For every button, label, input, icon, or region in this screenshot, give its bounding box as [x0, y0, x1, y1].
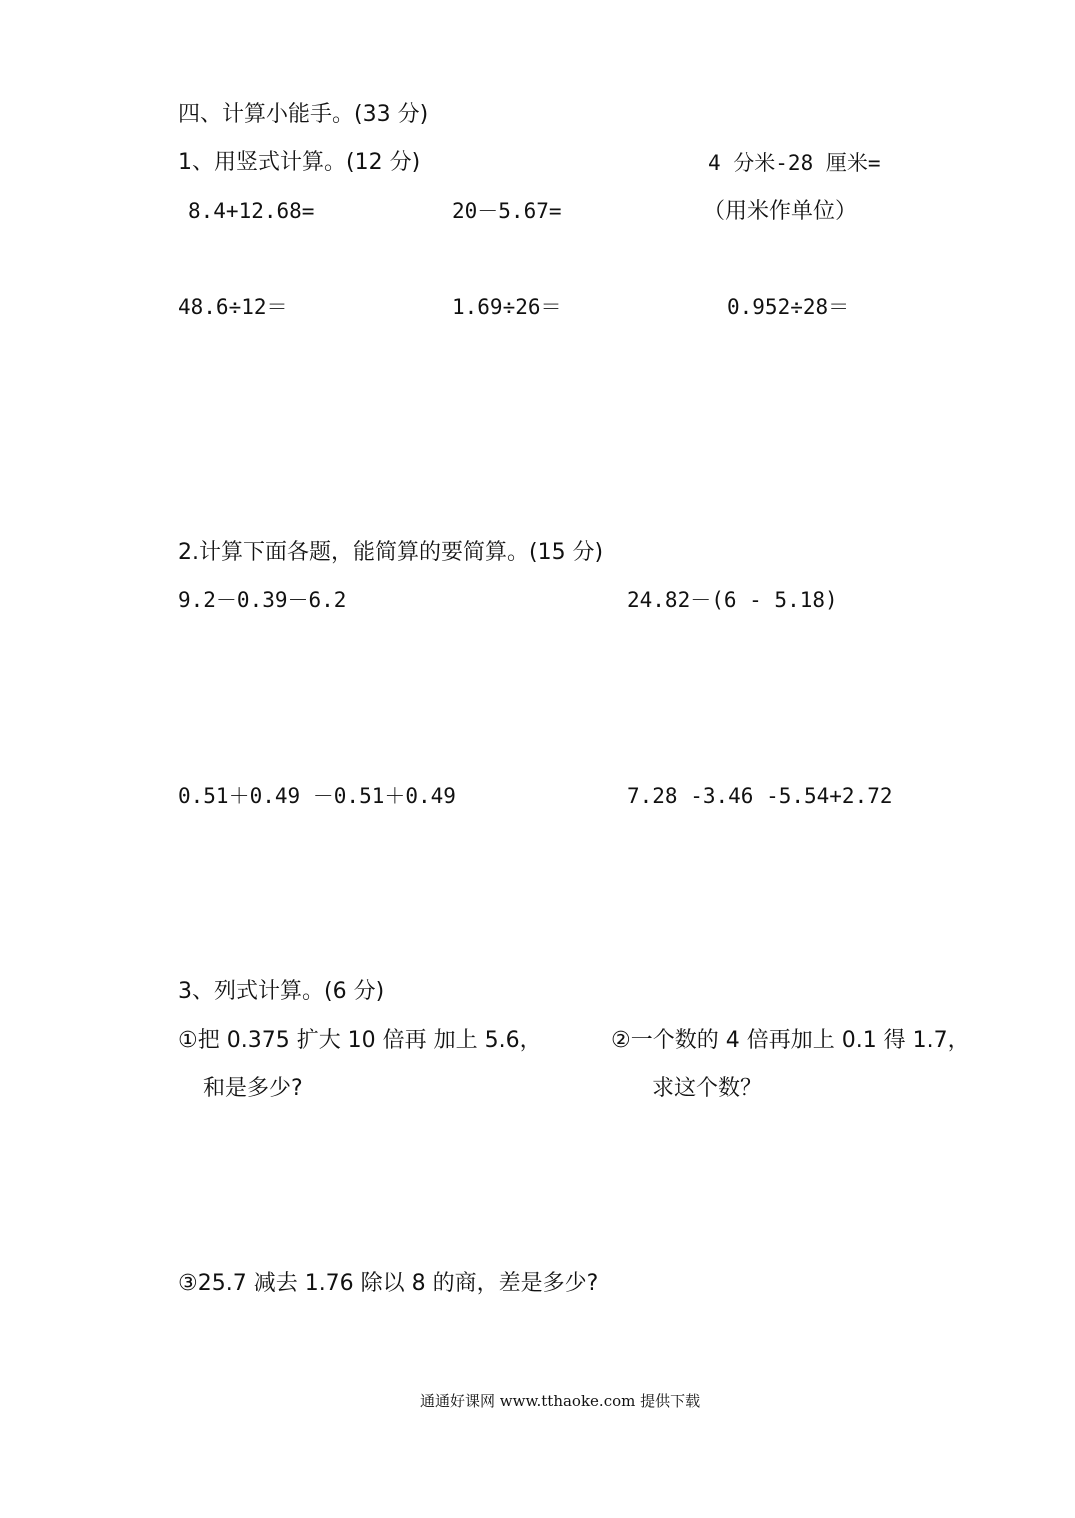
word-problem-2-line-1: ②一个数的 4 倍再加上 0.1 得 1.7，	[611, 1028, 970, 1053]
part1-heading: 1、用竖式计算。(12 分)	[178, 150, 421, 175]
vertical-calc-problem-1: 8.4+12.68=	[188, 199, 315, 223]
word-problem-1-line-1: ①把 0.375 扩大 10 倍再 加上 5.6，	[178, 1028, 542, 1053]
word-problem-1-line-2: 和是多少?	[203, 1076, 303, 1101]
page-footer: 通通好课网 www.tthaoke.com 提供下载	[420, 1392, 701, 1410]
vertical-calc-problem-3: 48.6÷12＝	[178, 295, 288, 319]
part2-heading: 2.计算下面各题，能简算的要简算。(15 分)	[178, 540, 604, 565]
word-problem-2-line-2: 求这个数？	[652, 1076, 763, 1101]
simplify-problem-4: 7.28 -3.46 -5.54+2.72	[627, 784, 893, 808]
simplify-problem-3: 0.51＋0.49 －0.51＋0.49	[178, 784, 456, 808]
simplify-problem-1: 9.2－0.39－6.2	[178, 588, 347, 612]
vertical-calc-problem-2: 20－5.67=	[452, 199, 562, 223]
unit-conversion-note: （用米作单位）	[703, 199, 858, 224]
unit-conversion-problem: 4 分米-28 厘米=	[708, 151, 881, 175]
vertical-calc-problem-4: 1.69÷26＝	[452, 295, 562, 319]
simplify-problem-2: 24.82－(6 - 5.18)	[627, 588, 838, 612]
section-title: 四、计算小能手。(33 分)	[178, 102, 429, 127]
word-problem-3: ③25.7 减去 1.76 除以 8 的商，差是多少?	[178, 1271, 599, 1296]
part3-heading: 3、列式计算。(6 分)	[178, 979, 385, 1004]
vertical-calc-problem-5: 0.952÷28＝	[727, 295, 850, 319]
